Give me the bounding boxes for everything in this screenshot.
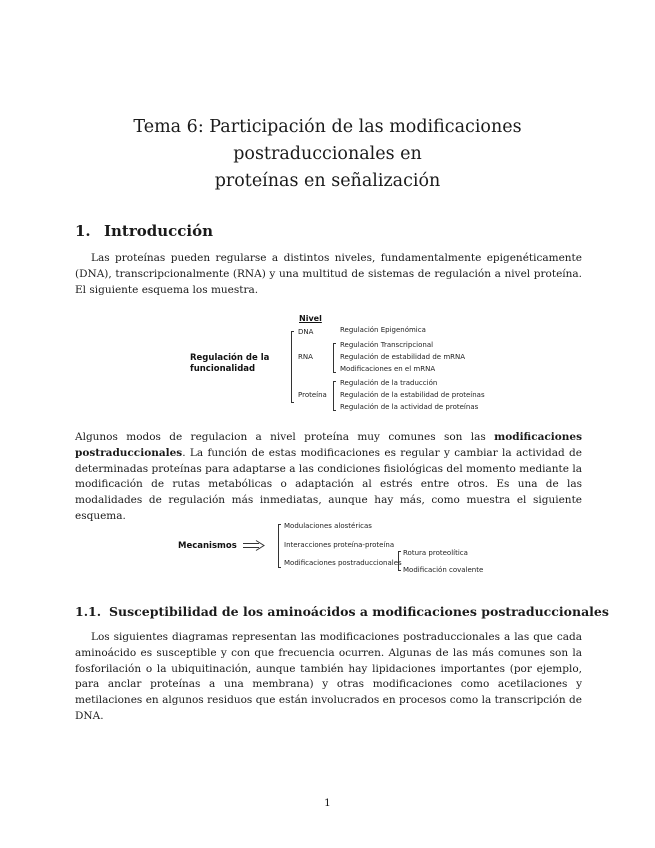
section-1-1-number: 1.1. <box>75 604 102 619</box>
ptm-paragraph-bold: modificaciones postraduccionales <box>75 431 582 459</box>
document-title <box>60 114 595 195</box>
section-1-title: Introducción <box>104 222 214 240</box>
title-line-2: proteínas en señalización <box>214 171 441 191</box>
rna-brace <box>333 343 334 373</box>
diagram-root-line-2: funcionalidad <box>190 364 256 374</box>
level-dna-item: Regulación Epigenómica <box>340 326 426 334</box>
protein-item-2: Regulación de la estabilidad de proteínas <box>340 391 485 399</box>
title-line-1: Tema 6: Participación de las modificaciones postraduccionales en <box>133 117 522 164</box>
protein-item-3: Regulación de la actividad de proteínas <box>340 403 479 411</box>
diagram-root-label <box>190 353 269 375</box>
mechanism-item-3: Modificaciones postraduccionales <box>284 559 402 567</box>
section-1-1-title: Susceptibilidad de los aminoácidos a modificaciones postraduccionales <box>109 604 609 619</box>
level-protein: Proteína <box>298 391 327 399</box>
protein-brace <box>333 381 334 411</box>
mechanism-item-1: Modulaciones alostéricas <box>284 522 372 530</box>
mechanisms-brace <box>278 524 279 568</box>
ptm-subitem-2: Modificación covalente <box>403 566 484 574</box>
mechanism-item-2: Interacciones proteína-proteína <box>284 541 395 549</box>
level-rna: RNA <box>298 353 313 361</box>
rna-item-1: Regulación Transcripcional <box>340 341 434 349</box>
rna-item-3: Modificaciones en el mRNA <box>340 365 436 373</box>
level-dna: DNA <box>298 328 314 336</box>
rna-item-2: Regulación de estabilidad de mRNA <box>340 353 466 361</box>
section-1-1-heading <box>75 604 609 619</box>
ptm-paragraph-start: Algunos modos de regulacion a nivel proteína muy comunes son las <box>75 431 495 443</box>
protein-item-1: Regulación de la traducción <box>340 379 438 387</box>
ptm-paragraph-end: . La función de estas modificaciones es regular y cambiar la actividad de determinadas proteínas para adaptarse a las condiciones fisiológicas del momento mediante la modificación de rutas metabólicas o adaptación al estrés entre otros. Es una de las modalidades de regulación más inmediatas, aunque hay más, como muestra el siguiente esquema. <box>75 446 582 522</box>
ptm-brace <box>398 551 399 571</box>
amino-acids-paragraph: Los siguientes diagramas representan las modificaciones postraduccionales a las que cada aminoácido es susceptible y con que frecuencia ocurren. Algunas de las más comunes son la fosforilación o la ubiquitinación, aunque también hay lipidaciones importantes (por ejemplo, para anclar proteínas a una membrana) y otras modificaciones como acetilaciones y metilaciones en algunos residuos que están involucrados en procesos como la transcripción de DNA. <box>75 631 582 722</box>
diagram-root-line-1: Regulación de la <box>190 353 270 363</box>
section-1-heading <box>75 222 213 240</box>
ptm-subitem-1: Rotura proteolítica <box>403 549 468 557</box>
mechanisms-root-label: Mecanismos <box>178 541 237 551</box>
ptm-paragraph <box>75 430 582 525</box>
intro-paragraph: Las proteínas pueden regularse a distintos niveles, fundamentalmente epigenéticamente (DNA), transcripcionalmente (RNA) y una multitud de sistemas de regulación a nivel proteína. El siguiente esquema los muestra. <box>75 252 582 296</box>
page-number: 1 <box>324 797 331 809</box>
main-brace <box>291 331 292 403</box>
double-arrow-right-icon <box>243 540 267 552</box>
diagram-level-header: Nivel <box>299 314 322 323</box>
section-1-number: 1. <box>75 222 91 240</box>
